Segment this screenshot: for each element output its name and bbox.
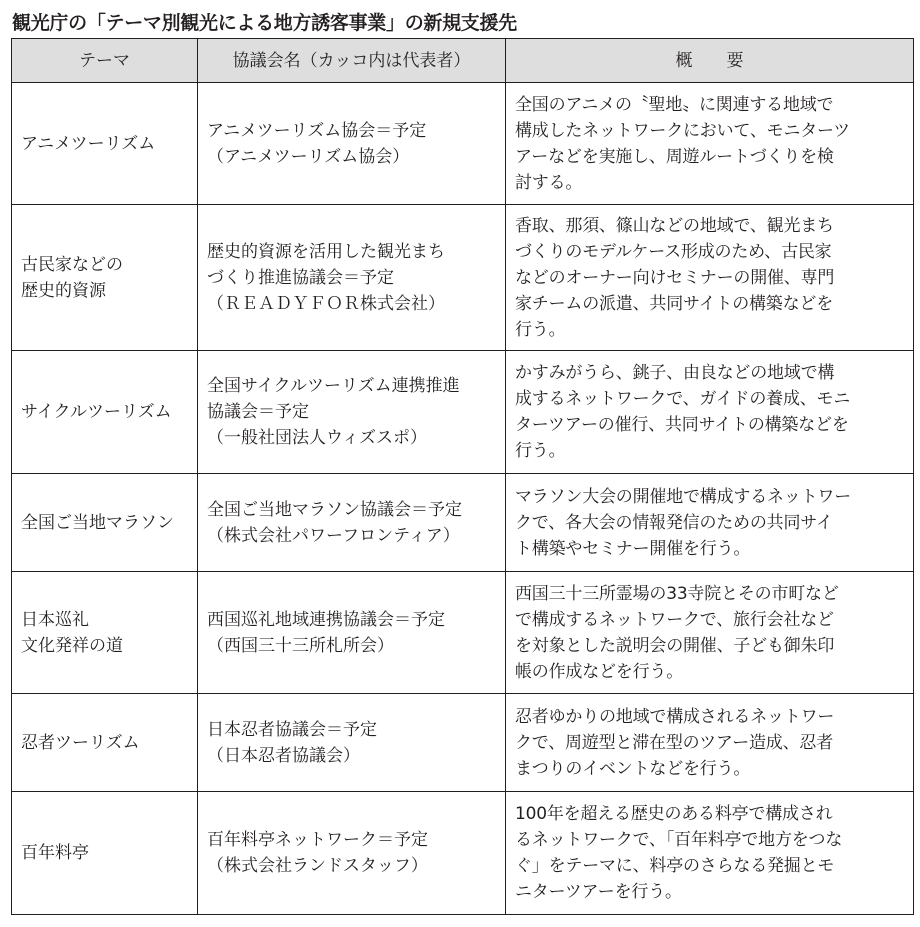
summary-cell-line: 行う。 <box>515 319 566 340</box>
summary-cell <box>506 83 914 205</box>
summary-cell <box>506 572 914 694</box>
page-title: 観光庁の「テーマ別観光による地方誘客事業」の新規支援先 <box>12 12 517 34</box>
council-cell <box>198 572 506 694</box>
summary-cell-line: ターツアーの催行、共同サイトの構築などを <box>515 415 849 435</box>
table-row <box>12 351 914 474</box>
theme-cell <box>12 205 198 351</box>
summary-cell-line: などのオーナー向けセミナーの開催、専門 <box>515 267 835 288</box>
theme-cell-line: アニメツーリズム <box>21 133 156 154</box>
council-cell <box>198 792 506 915</box>
council-cell <box>198 694 506 792</box>
table-row <box>12 694 914 792</box>
summary-cell-line: づくりのモデルケース形成のため、古民家 <box>515 241 832 262</box>
table-header-row <box>12 39 914 83</box>
theme-cell <box>12 83 198 205</box>
council-cell <box>198 83 506 205</box>
summary-cell-line: ニターツアーを行う。 <box>515 882 682 902</box>
table-row <box>12 83 914 205</box>
council-cell-line: （株式会社パワーフロンティア） <box>207 525 460 546</box>
theme-cell <box>12 351 198 474</box>
summary-cell-line: まつりのイベントなどを行う。 <box>515 758 751 779</box>
table-row <box>12 205 914 351</box>
summary-cell-line: ぐ」をテーマに、料亭のさらなる発掘とモ <box>515 856 835 876</box>
theme-cell <box>12 792 198 915</box>
summary-cell-line: 香取、那須、篠山などの地域で、観光まち <box>515 215 834 236</box>
support-table <box>11 38 914 915</box>
header-theme: テーマ <box>12 39 198 83</box>
council-cell-line: （株式会社ランドスタッフ） <box>207 856 428 876</box>
summary-cell-line: で構成するネットワークで、旅行会社など <box>515 609 834 630</box>
theme-cell-line: 日本巡礼 <box>21 609 89 630</box>
table-row <box>12 474 914 572</box>
summary-cell-line: 忍者ゆかりの地域で構成されるネットワー <box>515 706 835 727</box>
council-cell <box>198 474 506 572</box>
summary-cell-line: 家チームの派遣、共同サイトの構築などを <box>515 293 834 314</box>
theme-cell <box>12 694 198 792</box>
summary-cell <box>506 205 914 351</box>
council-cell-line: 協議会＝予定 <box>207 402 309 422</box>
summary-cell-line: 構成したネットワークにおいて、モニターツ <box>515 120 850 141</box>
summary-cell-line: 100年を超える歴史のある料亭で構成され <box>515 804 833 824</box>
table-row <box>12 572 914 694</box>
summary-cell-line: 行う。 <box>515 441 566 461</box>
summary-cell-line: クで、周遊型と滞在型のツアー造成、忍者 <box>515 732 834 753</box>
summary-cell <box>506 694 914 792</box>
theme-cell-line: 忍者ツーリズム <box>21 732 140 753</box>
summary-cell <box>506 474 914 572</box>
header-council: 協議会名（カッコ内は代表者） <box>198 39 506 83</box>
council-cell-line: （一般社団法人ウィズスポ） <box>207 428 427 448</box>
summary-cell-line: マラソン大会の開催地で構成するネットワー <box>515 486 851 507</box>
summary-cell-line: 帳の作成などを行う。 <box>515 661 683 682</box>
summary-cell-line: を対象とした説明会の開催、子ども御朱印 <box>515 635 835 656</box>
summary-cell <box>506 351 914 474</box>
council-cell <box>198 205 506 351</box>
council-cell-line: 全国サイクルツーリズム連携推進 <box>207 376 460 396</box>
theme-cell <box>12 572 198 694</box>
council-cell-line: （日本忍者協議会） <box>207 745 360 766</box>
theme-cell-line: 文化発祥の道 <box>21 635 123 656</box>
council-cell-line: （アニメツーリズム協会） <box>207 146 410 167</box>
council-cell-line: 百年料亭ネットワーク＝予定 <box>207 830 428 850</box>
summary-cell-line: 討する。 <box>515 172 583 193</box>
summary-cell-line: 成するネットワークで、ガイドの養成、モニ <box>515 389 851 409</box>
council-cell-line: 全国ご当地マラソン協議会＝予定 <box>207 499 462 520</box>
theme-cell-line: 歴史的資源 <box>21 280 106 301</box>
council-cell-line: 西国巡礼地域連携協議会＝予定 <box>207 609 445 630</box>
summary-cell-line: 西国三十三所霊場の33寺院とその市町など <box>515 583 839 604</box>
theme-cell-line: 百年料亭 <box>21 843 89 863</box>
theme-cell-line: 古民家などの <box>21 254 123 275</box>
council-cell-line: づくり推進協議会＝予定 <box>207 267 394 288</box>
summary-cell <box>506 792 914 915</box>
council-cell <box>198 351 506 474</box>
summary-cell-line: アーなどを実施し、周遊ルートづくりを検 <box>515 146 834 167</box>
council-cell-line: （ＲＥＡＤＹＦＯＲ株式会社） <box>207 293 445 314</box>
summary-cell-line: ト構築やセミナー開催を行う。 <box>515 538 751 559</box>
summary-cell-line: るネットワークで、「百年料亭で地方をつな <box>515 830 843 850</box>
council-cell-line: （西国三十三所札所会） <box>207 635 394 656</box>
summary-cell-line: クで、各大会の情報発信のための共同サイ <box>515 512 833 533</box>
theme-cell-line: 全国ご当地マラソン <box>21 512 174 533</box>
council-cell-line: 日本忍者協議会＝予定 <box>207 719 377 740</box>
summary-cell-line: かすみがうら、銚子、由良などの地域で構 <box>515 363 835 383</box>
council-cell-line: 歴史的資源を活用した観光まち <box>207 241 445 262</box>
table-row <box>12 792 914 915</box>
header-summary: 概 要 <box>506 39 914 83</box>
theme-cell-line: サイクルツーリズム <box>21 402 172 422</box>
council-cell-line: アニメツーリズム協会＝予定 <box>207 120 427 141</box>
theme-cell <box>12 474 198 572</box>
summary-cell-line: 全国のアニメの〝聖地〟に関連する地域で <box>515 94 834 115</box>
